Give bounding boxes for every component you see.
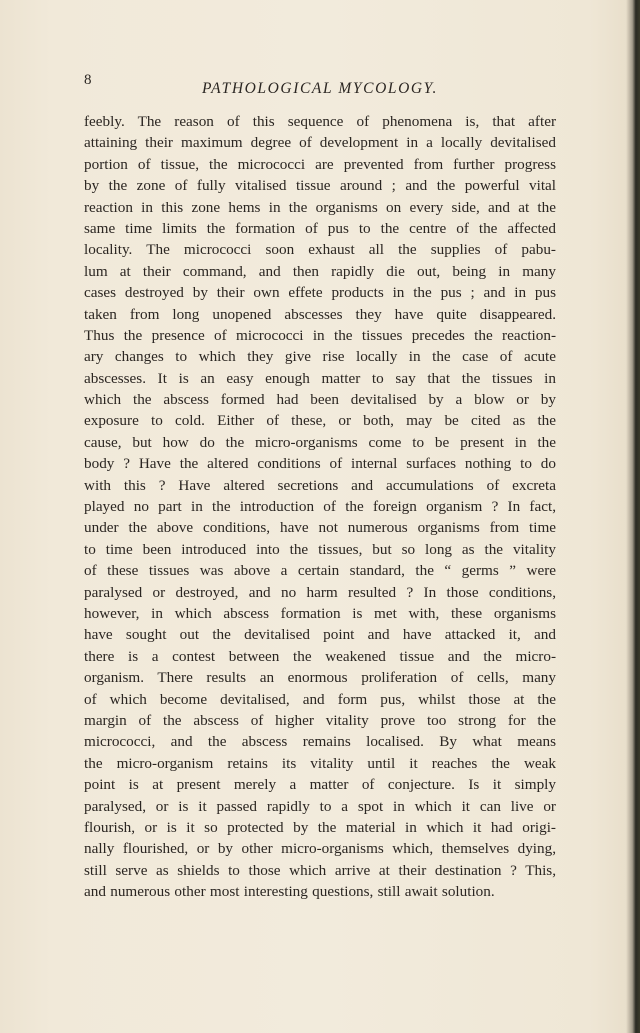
- text-line: nally flourished, or by other micro-organisms which, themselves dying,: [84, 840, 556, 858]
- text-line: flourish, or is it so protected by the material in which it had origi-: [84, 818, 556, 836]
- text-line: of which become devitalised, and form pus, whilst those at the: [84, 690, 556, 708]
- text-line: however, in which abscess formation is met with, these organisms: [84, 604, 556, 622]
- text-line: played no part in the introduction of the foreign organism ? In fact,: [84, 498, 556, 516]
- text-line: the micro-organism retains its vitality until it reaches the weak: [84, 754, 556, 772]
- text-line: which the abscess formed had been devitalised by a blow or by: [84, 391, 556, 409]
- text-line: abscesses. It is an easy enough matter to say that the tissues in: [84, 369, 556, 387]
- text-line: to time been introduced into the tissues, but so long as the vitality: [84, 540, 556, 558]
- page-edge-shadow: [626, 0, 640, 1033]
- text-line: and numerous other most interesting questions, still await solution.: [84, 883, 495, 901]
- text-line: paralysed, or is it passed rapidly to a spot in which it can live or: [84, 797, 556, 815]
- text-line: organism. There results an enormous proliferation of cells, many: [84, 669, 556, 687]
- text-line: of these tissues was above a certain standard, the “ germs ” were: [84, 562, 556, 580]
- page-number: 8: [84, 72, 92, 88]
- text-line: there is a contest between the weakened tissue and the micro-: [84, 647, 556, 665]
- text-line: point is at present merely a matter of conjecture. Is it simply: [84, 776, 556, 794]
- running-head: PATHOLOGICAL MYCOLOGY.: [202, 80, 438, 97]
- text-line: portion of tissue, the micrococci are prevented from further progress: [84, 155, 556, 173]
- text-line: lum at their command, and then rapidly die out, being in many: [84, 262, 556, 280]
- text-line: same time limits the formation of pus to the centre of the affected: [84, 219, 556, 237]
- text-line: paralysed or destroyed, and no harm resulted ? In those conditions,: [84, 583, 556, 601]
- text-line: still serve as shields to those which arrive at their destination ? This,: [84, 861, 556, 879]
- text-line: cases destroyed by their own effete products in the pus ; and in pus: [84, 284, 556, 302]
- text-line: cause, but how do the micro-organisms come to be present in the: [84, 433, 556, 451]
- text-line: with this ? Have altered secretions and accumulations of excreta: [84, 476, 556, 494]
- text-line: reaction in this zone hems in the organisms on every side, and at the: [84, 198, 556, 216]
- text-line: feebly. The reason of this sequence of phenomena is, that after: [84, 113, 556, 130]
- text-line: under the above conditions, have not numerous organisms from time: [84, 519, 556, 537]
- text-line: attaining their maximum degree of development in a locally devitalised: [84, 134, 556, 152]
- text-line: margin of the abscess of higher vitality prove too strong for the: [84, 711, 556, 729]
- text-line: exposure to cold. Either of these, or both, may be cited as the: [84, 412, 556, 430]
- text-line: micrococci, and the abscess remains localised. By what means: [84, 733, 556, 751]
- text-line: Thus the presence of micrococci in the tissues precedes the reaction-: [84, 326, 556, 344]
- text-line: ary changes to which they give rise locally in the case of acute: [84, 348, 556, 366]
- text-line: body ? Have the altered conditions of internal surfaces nothing to do: [84, 455, 556, 473]
- text-line: by the zone of fully vitalised tissue around ; and the powerful vital: [84, 177, 556, 195]
- body-text: [84, 111, 556, 902]
- text-line: locality. The micrococci soon exhaust all the supplies of pabu-: [84, 241, 556, 259]
- text-line: have sought out the devitalised point and have attacked it, and: [84, 626, 556, 644]
- text-line: taken from long unopened abscesses they have quite disappeared.: [84, 305, 556, 323]
